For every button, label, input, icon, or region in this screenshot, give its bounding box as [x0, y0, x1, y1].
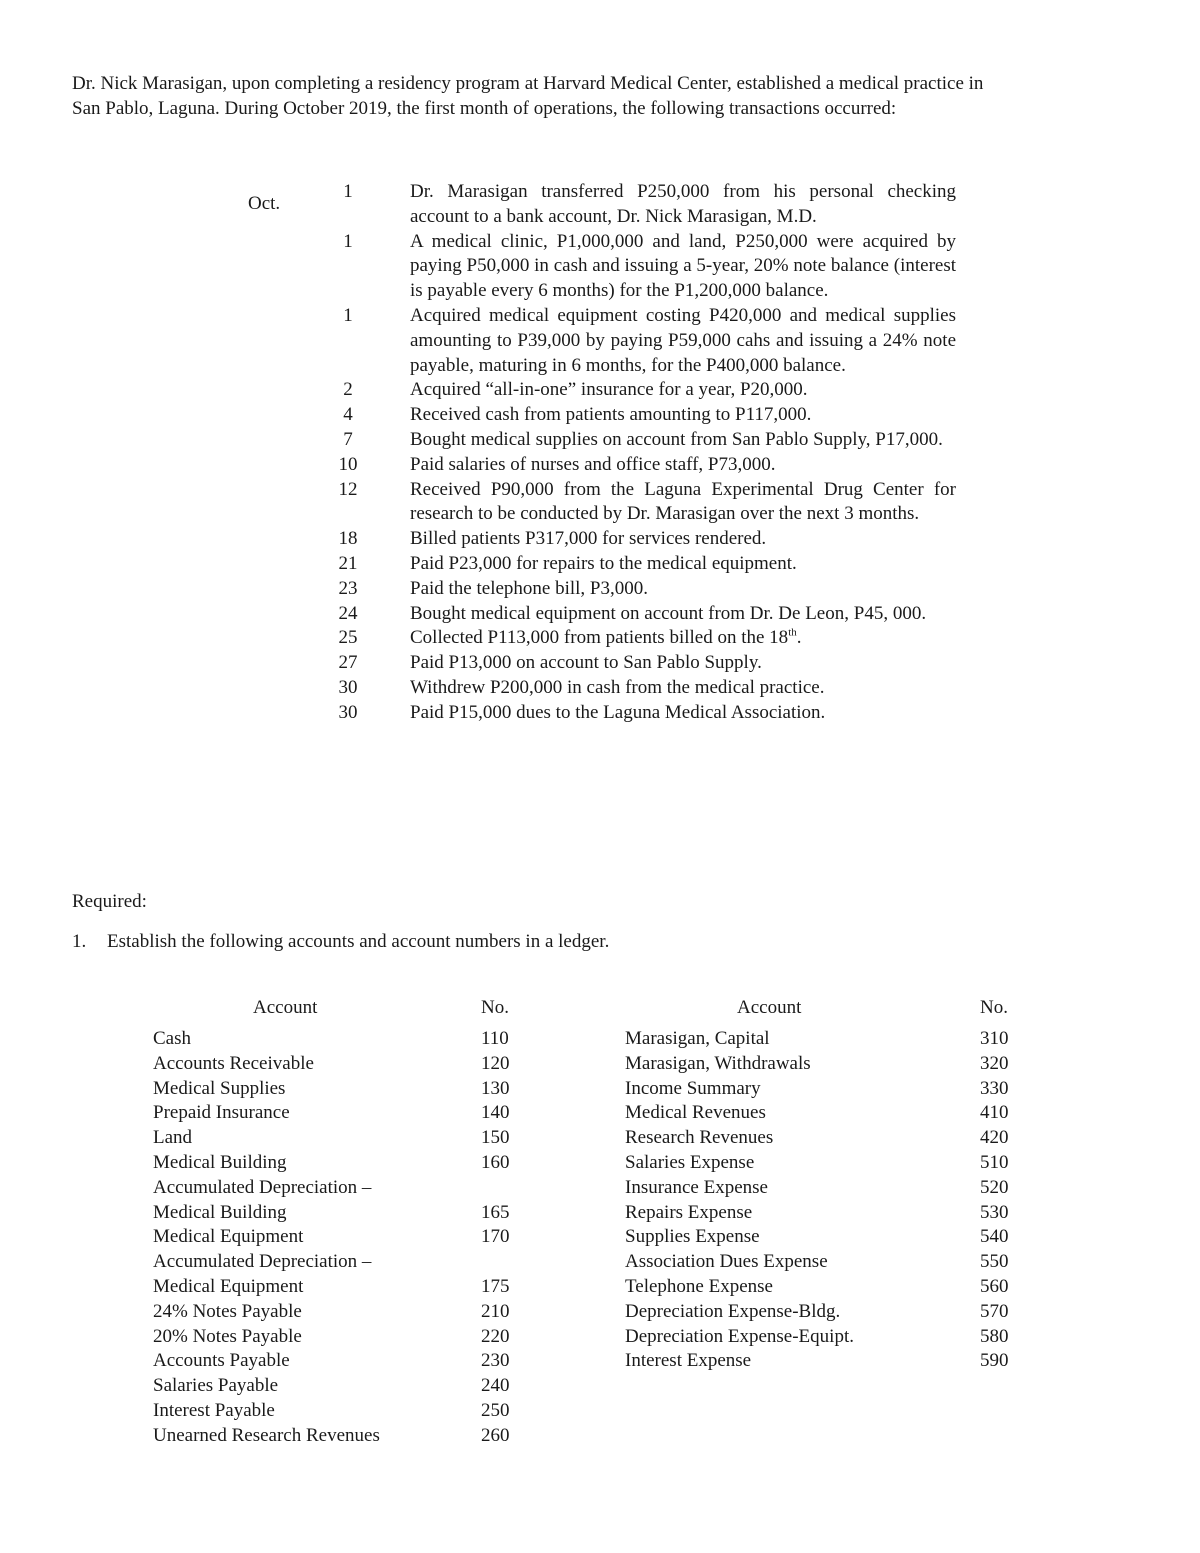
transaction-row — [248, 180, 956, 230]
account-name: Marasigan, Withdrawals — [625, 1052, 811, 1074]
transaction-row — [248, 701, 956, 726]
account-number: 580 — [980, 1325, 1009, 1347]
account-number: 410 — [980, 1102, 1009, 1124]
transaction-text: P400,000 balance. — [706, 354, 846, 376]
account-name: Medical Equipment — [153, 1226, 304, 1248]
account-name: Cash — [153, 1028, 191, 1049]
transaction-text: Bought medical equipment on account from Dr. De Leon, — [410, 602, 849, 624]
transaction-text: Collected P113,000 from patients billed on the 18 — [410, 627, 789, 649]
transaction-row — [248, 403, 956, 428]
transaction-text: supplies amounting to P39,000 by paying P59,000 cahs and — [410, 304, 956, 351]
transaction-row — [248, 230, 956, 304]
account-name: Medical Supplies — [153, 1077, 286, 1099]
transaction-row — [248, 626, 956, 651]
account-number: 165 — [481, 1201, 510, 1223]
transaction-description — [410, 626, 956, 651]
transaction-row — [248, 651, 956, 676]
account-name: Interest Payable — [153, 1399, 275, 1421]
transaction-row — [248, 428, 956, 453]
transaction-description — [410, 527, 956, 552]
account-number: 230 — [481, 1350, 510, 1372]
transaction-day: 12 — [338, 478, 358, 500]
transaction-row — [248, 478, 956, 528]
account-number: 130 — [481, 1077, 510, 1099]
transaction-rows — [248, 180, 956, 726]
account-name: Accounts Receivable — [153, 1052, 314, 1074]
account-number: 540 — [980, 1226, 1009, 1248]
transaction-description — [410, 403, 956, 428]
transaction-description — [410, 701, 956, 726]
transaction-text: Billed patients P317,000 for services rendered. — [410, 528, 767, 550]
account-number: 240 — [481, 1375, 510, 1397]
transaction-text: for research to be conducted by Dr. Marasigan over the next 3 — [410, 478, 956, 525]
number-header: No. — [481, 997, 509, 1018]
account-name: Medical Building — [153, 1151, 287, 1173]
transaction-row — [248, 676, 956, 701]
account-name: Salaries Expense — [625, 1151, 755, 1173]
transaction-text: Paid the telephone bill, P3,000. — [410, 577, 649, 599]
transaction-text: Bought medical supplies on account from San Pablo Supply, — [410, 428, 871, 450]
transaction-day: 1 — [343, 304, 353, 326]
account-name: Depreciation Expense-Equipt. — [625, 1325, 854, 1347]
transaction-day: 30 — [338, 701, 358, 723]
account-name: Unearned Research Revenues — [153, 1424, 380, 1446]
transaction-text: Paid salaries of nurses and office staff, P73,000. — [410, 453, 776, 475]
account-header: Account — [737, 997, 802, 1018]
transaction-day: 25 — [338, 627, 358, 649]
transaction-day: 23 — [338, 577, 358, 599]
account-number: 520 — [980, 1176, 1009, 1198]
requirement-number: 1. — [72, 931, 87, 952]
transaction-day: 4 — [343, 404, 353, 426]
required-label: Required: — [72, 891, 147, 912]
account-name: Medical Equipment — [153, 1275, 304, 1297]
transaction-row — [248, 453, 956, 478]
account-name: 20% Notes Payable — [153, 1325, 302, 1347]
transaction-text: Withdrew P200,000 in cash from the medical practice. — [410, 676, 825, 698]
transaction-description — [410, 304, 956, 378]
account-name: Supplies Expense — [625, 1226, 760, 1248]
intro-line-1: Dr. Nick Marasigan, upon completing a residency program at Harvard Medical Center, established a medical practice in — [72, 73, 984, 94]
account-name: 24% Notes Payable — [153, 1300, 302, 1322]
transaction-row — [248, 552, 956, 577]
transaction-text: P17,000. — [875, 428, 943, 450]
transaction-day: 1 — [343, 230, 353, 252]
transaction-text: Paid P15,000 dues to the Laguna Medical Association. — [410, 701, 826, 723]
transaction-tail: . — [796, 627, 802, 649]
transaction-text: Dr. Marasigan transferred P250,000 from his personal — [410, 181, 874, 202]
account-number: 110 — [481, 1028, 509, 1049]
account-number: 570 — [980, 1300, 1009, 1322]
account-number: 140 — [481, 1102, 510, 1124]
transaction-text: months. — [858, 503, 920, 525]
transaction-text: issuing a 24% note payable, maturing in 6 months, for the — [410, 329, 957, 376]
account-number: 530 — [980, 1201, 1009, 1223]
transaction-description — [410, 453, 956, 478]
intro-line-2: San Pablo, Laguna. During October 2019, the first month of operations, the following transactions occurred: — [72, 97, 897, 119]
transaction-description — [410, 180, 956, 230]
transaction-description — [410, 552, 956, 577]
transaction-text: P1,200,000 balance. — [674, 280, 829, 302]
transaction-description — [410, 651, 956, 676]
transaction-text: Paid P13,000 on account to San Pablo Supply. — [410, 652, 762, 674]
transaction-row — [248, 577, 956, 602]
transaction-description — [410, 602, 956, 627]
transaction-row — [248, 304, 956, 378]
account-number: 220 — [481, 1325, 510, 1347]
account-name: Association Dues Expense — [625, 1251, 828, 1273]
account-name: Prepaid Insurance — [153, 1102, 290, 1124]
requirement-text: Establish the following accounts and account numbers in a ledger. — [107, 931, 610, 952]
account-name: Land — [153, 1127, 193, 1149]
account-header: Account — [253, 997, 318, 1018]
transaction-day: 1 — [343, 181, 353, 202]
transaction-text: Paid P23,000 for repairs to the medical equipment. — [410, 552, 797, 574]
account-number: 150 — [481, 1127, 510, 1149]
transaction-text: Received cash from patients amounting to P117,000. — [410, 404, 812, 426]
account-number: 330 — [980, 1077, 1009, 1099]
transaction-day: 27 — [338, 652, 358, 674]
account-name: Telephone Expense — [625, 1275, 773, 1297]
transaction-day: 24 — [338, 602, 358, 624]
account-name: Accumulated Depreciation – — [153, 1251, 372, 1273]
account-name: Medical Building — [153, 1201, 287, 1223]
account-number: 170 — [481, 1226, 510, 1248]
month-label: Oct. — [248, 193, 281, 214]
transaction-text: acquired by paying P50,000 in cash and issuing a 5-year, 20% — [410, 230, 956, 277]
account-number: 175 — [481, 1275, 510, 1297]
account-number: 590 — [980, 1350, 1009, 1372]
account-name: Depreciation Expense-Bldg. — [625, 1300, 841, 1322]
transaction-text: Acquired medical equipment costing P420,000 and medical — [410, 304, 886, 326]
account-name: Interest Expense — [625, 1350, 752, 1372]
account-name: Income Summary — [625, 1077, 761, 1099]
transaction-text: A medical clinic, P1,000,000 and land, P250,000 were — [410, 230, 854, 252]
transaction-description — [410, 428, 956, 453]
transaction-text: note balance (interest is payable every 6 months) for the — [410, 255, 956, 302]
account-name: Research Revenues — [625, 1127, 774, 1149]
account-number: 310 — [980, 1028, 1009, 1049]
account-name: Repairs Expense — [625, 1201, 753, 1223]
account-number: 210 — [481, 1300, 510, 1322]
transaction-description — [410, 577, 956, 602]
account-number: 320 — [980, 1052, 1009, 1074]
account-number: 260 — [481, 1424, 510, 1446]
transaction-day: 30 — [338, 676, 358, 698]
ordinal-suffix: th — [788, 627, 797, 640]
account-name: Insurance Expense — [625, 1176, 768, 1198]
transaction-description — [410, 230, 956, 304]
account-name: Medical Revenues — [625, 1102, 766, 1124]
account-number: 120 — [481, 1052, 510, 1074]
transaction-description — [410, 676, 956, 701]
number-header: No. — [980, 997, 1008, 1018]
transaction-description — [410, 378, 956, 403]
transaction-row — [248, 378, 956, 403]
account-number: 250 — [481, 1399, 510, 1421]
transaction-day: 18 — [338, 528, 358, 550]
account-number: 550 — [980, 1251, 1009, 1273]
transaction-day: 10 — [338, 453, 358, 475]
transaction-text: Received P90,000 from the Laguna Experimental Drug Center — [410, 478, 924, 500]
account-number: 420 — [980, 1127, 1009, 1149]
transaction-text: checking account to a bank account, Dr. Nick Marasigan, M.D. — [410, 181, 957, 227]
transaction-day: 2 — [343, 379, 353, 401]
account-number: 560 — [980, 1275, 1009, 1297]
account-name: Accounts Payable — [153, 1350, 290, 1372]
account-name: Salaries Payable — [153, 1375, 279, 1397]
transaction-text: Acquired “all-in-one” insurance for a year, P20,000. — [410, 379, 808, 401]
account-number: 510 — [980, 1151, 1009, 1173]
account-number: 160 — [481, 1151, 510, 1173]
intro-paragraph — [72, 72, 1142, 122]
transaction-row — [248, 527, 956, 552]
requirement-item — [72, 930, 609, 955]
account-name: Accumulated Depreciation – — [153, 1176, 372, 1198]
transaction-day: 7 — [343, 428, 353, 450]
transaction-row — [248, 602, 956, 627]
transaction-text: P45, 000. — [853, 602, 927, 624]
transaction-day: 21 — [338, 552, 358, 574]
account-name: Marasigan, Capital — [625, 1028, 770, 1049]
transaction-description — [410, 478, 956, 528]
